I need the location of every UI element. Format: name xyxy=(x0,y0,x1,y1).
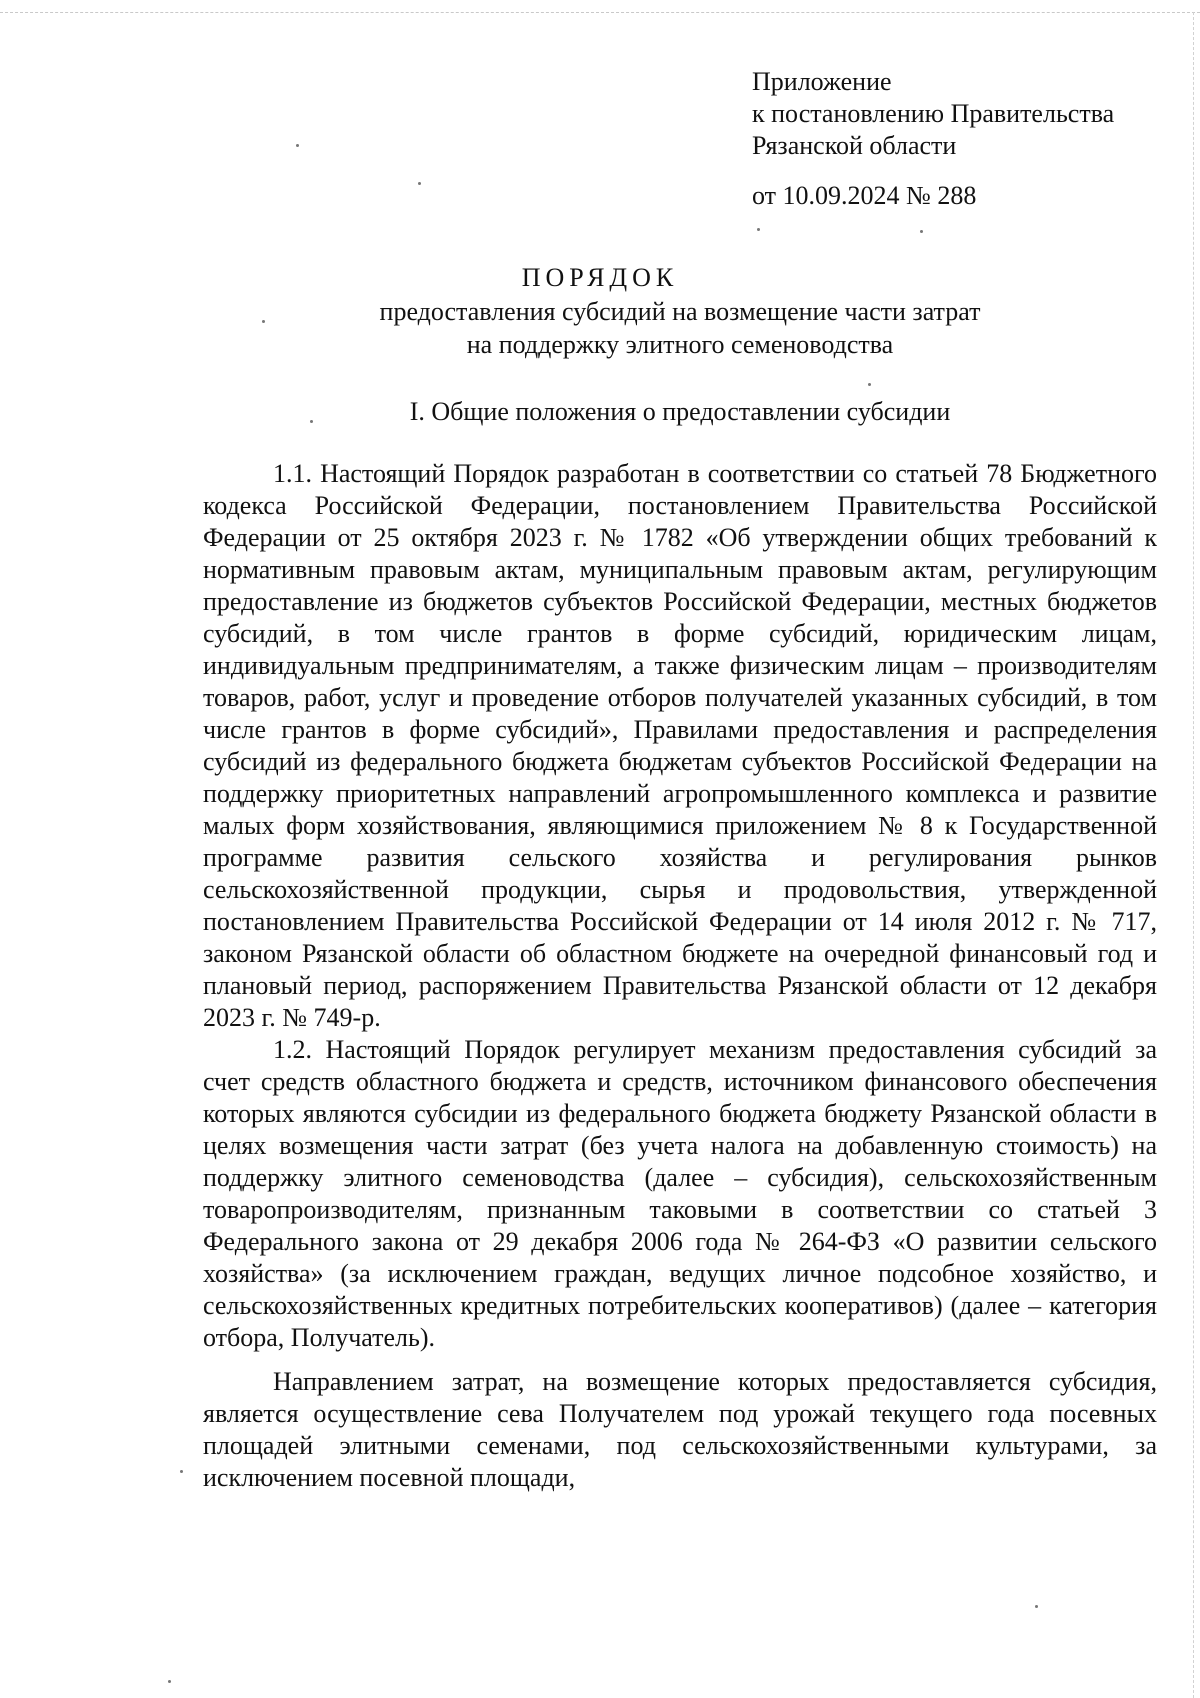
section-heading: I. Общие положения о предоставлении субсидии xyxy=(409,397,951,426)
paragraph-1-2: 1.2. Настоящий Порядок регулирует механизм предоставления субсидий за счет средств областного бюджета и средств, источником финансового обеспечения которых являются субсидии из федерального бюджета бюджету Рязанской области в целях возмещения части затрат (без учета налога на добавленную стоимость) на поддержку элитного семеноводства (далее – субсидия), сельскохозяйственным товаропроизводителям, признанным таковыми в соответствии со статьей 3 Федерального закона от 29 декабря 2006 года № 264-ФЗ «О развитии сельского хозяйства» (за исключением граждан, ведущих личное подсобное хозяйство, и сельскохозяйственных кредитных потребительских кооперативов) (далее – категория отбора, Получатель). xyxy=(203,1035,1157,1352)
annex-header xyxy=(752,66,1114,212)
document-subtitle xyxy=(200,295,1160,361)
scan-speck xyxy=(180,1470,183,1473)
paragraph-expense-direction: Направлением затрат, на возмещение которых предоставляется субсидия, является осуществление сева Получателем под урожай текущего года посевных площадей элитными семенами, под сельскохозяйственными культурами, за исключением посевной площади, xyxy=(203,1367,1157,1492)
scan-speck xyxy=(868,383,871,386)
scan-speck xyxy=(296,144,299,147)
annex-line-2: к постановлению Правительства xyxy=(752,99,1115,128)
scan-speck xyxy=(757,228,760,231)
scan-edge-top xyxy=(0,12,1200,13)
scan-speck xyxy=(310,420,313,423)
scan-speck xyxy=(920,230,923,233)
scan-speck xyxy=(1035,1605,1038,1608)
scan-speck xyxy=(262,320,265,323)
annex-line-1: Приложение xyxy=(752,67,892,96)
scan-speck xyxy=(168,1680,171,1683)
annex-line-3: Рязанской области xyxy=(752,131,957,160)
subtitle-line-1: предоставления субсидий на возмещение части затрат xyxy=(379,297,981,326)
annex-date: от 10.09.2024 № 288 xyxy=(752,181,977,210)
scan-speck xyxy=(418,182,421,185)
subtitle-line-2: на поддержку элитного семеноводства xyxy=(466,330,894,359)
document-title: ПОРЯДОК xyxy=(521,263,679,292)
paragraph-1-1: 1.1. Настоящий Порядок разработан в соответствии со статьей 78 Бюджетного кодекса Российской Федерации, постановлением Правительства Российской Федерации от 25 октября 2023 г. № 1782 «Об утверждении общих требований к нормативным правовым актам, муниципальным правовым актам, регулирующим предоставление из бюджетов субъектов Российской Федерации, местных бюджетов субсидий, в том числе грантов в форме субсидий, юридическим лицам, индивидуальным предпринимателям, а также физическим лицам – производителям товаров, работ, услуг и проведение отборов получателей указанных субсидий, в том числе грантов в форме субсидий», Правилами предоставления и распределения субсидий из федерального бюджета бюджетам субъектов Российской Федерации на поддержку приоритетных направлений агропромышленного комплекса и развитие малых форм хозяйствования, являющимися приложением № 8 к Государственной программе развития сельского хозяйства и регулирования рынков сельскохозяйственной продукции, сырья и продовольствия, утвержденной постановлением Правительства Российской Федерации от 14 июля 2012 г. № 717, законом Рязанской области об областном бюджете на очередной финансовый год и плановый период, распоряжением Правительства Рязанской области от 12 декабря 2023 г. № 749-р. xyxy=(203,459,1157,1032)
document-body xyxy=(203,458,1157,1494)
